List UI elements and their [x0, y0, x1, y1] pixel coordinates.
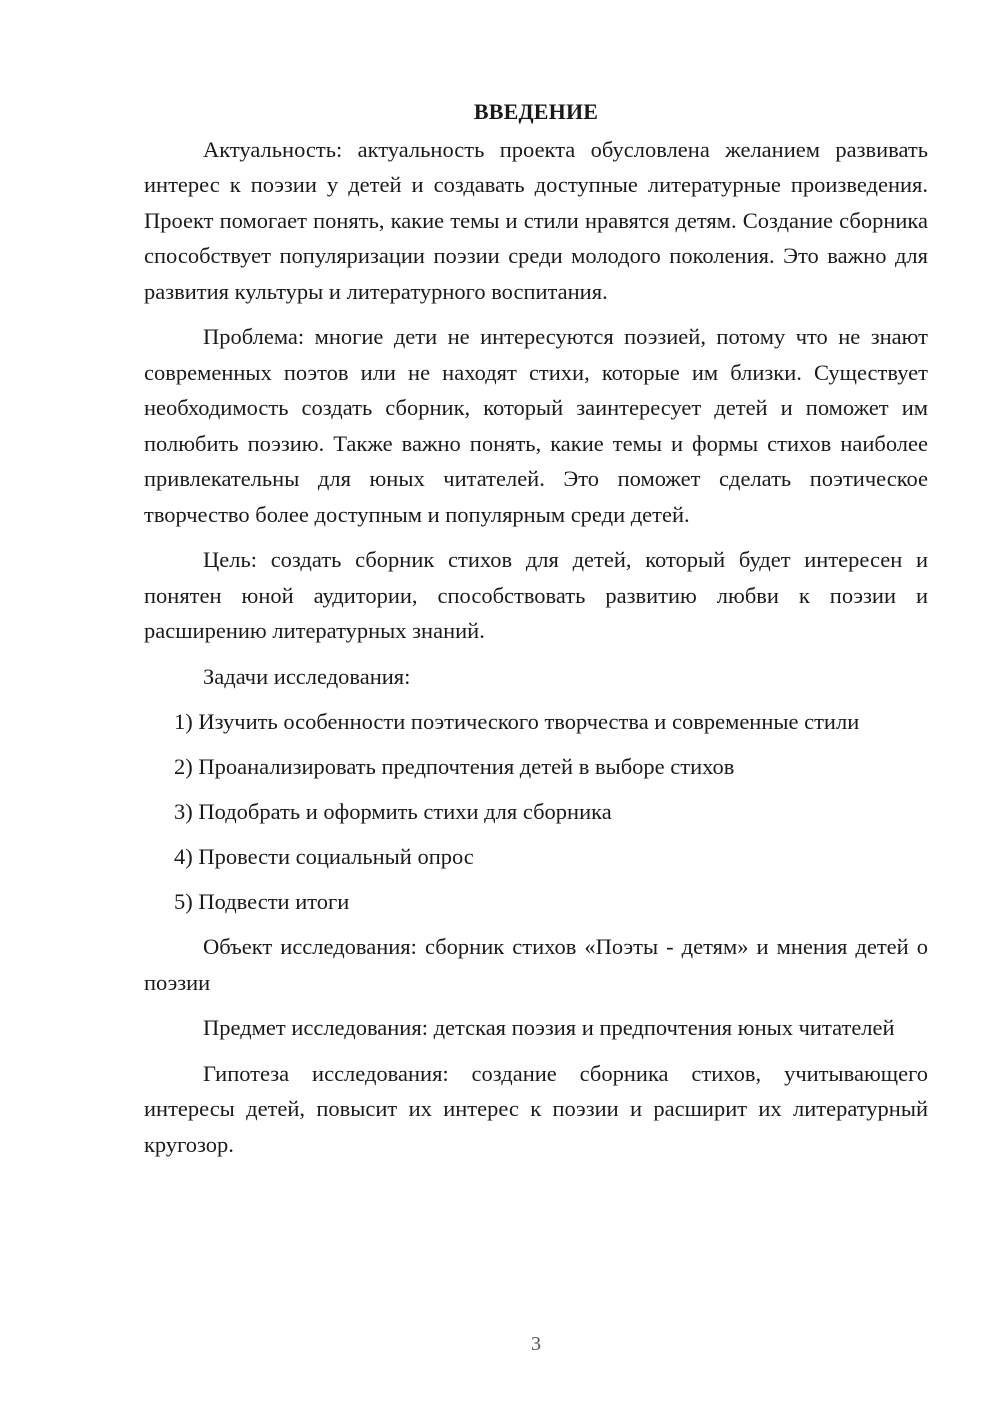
- task-item: 5) Подвести итоги: [174, 889, 350, 915]
- paragraph-goal: Цель: создать сборник стихов для детей, который будет интересен и понятен юной аудитории, способствовать развитию любви к поэзии и расширению литературных знаний.: [144, 547, 928, 643]
- task-item: 3) Подобрать и оформить стихи для сборника: [174, 799, 612, 825]
- task-item: 4) Провести социальный опрос: [174, 844, 474, 870]
- paragraph-subject: Предмет исследования: детская поэзия и предпочтения юных читателей: [203, 1015, 895, 1041]
- paragraph-object: Объект исследования: сборник стихов «Поэты - детям» и мнения детей о поэзии: [144, 934, 928, 995]
- paragraph-problem: Проблема: многие дети не интересуются поэзией, потому что не знают современных поэтов или не находят стихи, которые им близки. Существует необходимость создать сборник, который заинтересует детей и поможет им полюбить поэзию. Также важно понять, какие темы и формы стихов наиболее привлекательны для юных читателей. Это поможет сделать поэтическое творчество более доступным и популярным среди детей.: [144, 324, 928, 527]
- task-item: 2) Проанализировать предпочтения детей в выборе стихов: [174, 754, 735, 780]
- page-title: ВВЕДЕНИЕ: [473, 99, 599, 124]
- task-item: 1) Изучить особенности поэтического творчества и современные стили: [174, 709, 860, 734]
- paragraph-hypothesis: Гипотеза исследования: создание сборника стихов, учитывающего интересы детей, повысит их интерес к поэзии и расширит их литературный кругозор.: [144, 1060, 928, 1157]
- page-number: 3: [531, 1333, 541, 1355]
- tasks-list: [144, 704, 928, 920]
- document-page: [144, 94, 928, 1172]
- tasks-heading: Задачи исследования:: [203, 663, 411, 689]
- paragraph-relevance: Актуальность: актуальность проекта обусловлена желанием развивать интерес к поэзии у детей и создавать доступные литературные произведения. Проект помогает понять, какие темы и стили нравятся детям. Создание сборника способствует популяризации поэзии среди молодого поколения. Это важно для развития культуры и литературного воспитания.: [144, 136, 928, 304]
